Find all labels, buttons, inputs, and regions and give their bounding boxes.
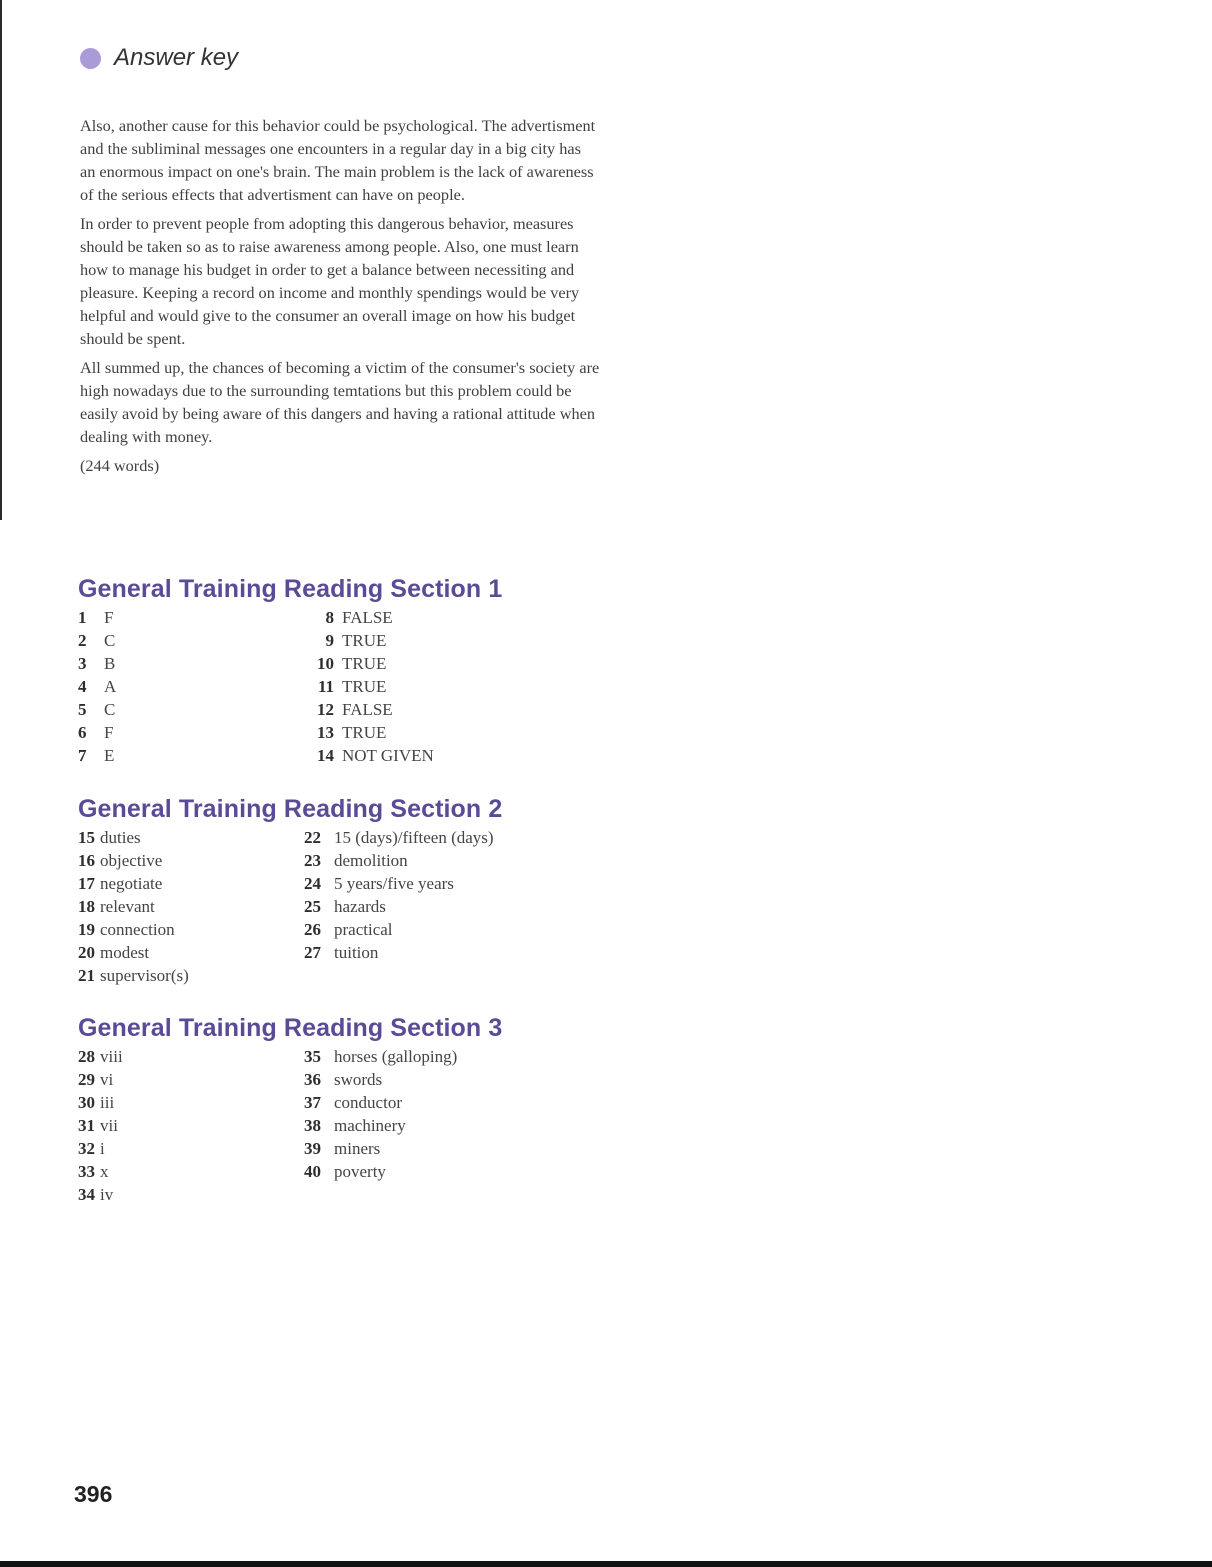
answer-column-left xyxy=(78,1045,123,1206)
answer-value: TRUE xyxy=(342,723,387,742)
answer-value: iv xyxy=(100,1185,114,1204)
question-number: 40 xyxy=(304,1162,321,1181)
answer-value: supervisor(s) xyxy=(100,966,189,985)
answer-value: x xyxy=(100,1162,109,1181)
question-number: 38 xyxy=(304,1116,321,1135)
answer-value: NOT GIVEN xyxy=(342,746,434,765)
answer-value: duties xyxy=(100,828,141,847)
question-number: 19 xyxy=(78,920,95,939)
answer-column-right xyxy=(304,1045,457,1183)
answer-item xyxy=(78,744,116,767)
answer-section-2 xyxy=(78,794,638,985)
bottom-edge-rule xyxy=(0,1561,1212,1567)
essay-paragraph: All summed up, the chances of becoming a victim of the consumer's society are high nowadays due to the surrounding temtations but this problem could be easily avoid by being aware of this dangers and having a rational attitude when dealing with money. xyxy=(80,358,600,446)
question-number: 31 xyxy=(78,1116,95,1135)
answer-value: machinery xyxy=(334,1116,406,1135)
answer-value: negotiate xyxy=(100,874,163,893)
answer-item xyxy=(78,1091,123,1114)
answer-item xyxy=(78,1114,123,1137)
answer-item xyxy=(78,606,116,629)
question-number: 33 xyxy=(78,1162,95,1181)
answer-item xyxy=(78,721,116,744)
answer-item xyxy=(304,1068,457,1091)
section-title: General Training Reading Section 2 xyxy=(78,795,503,823)
question-number: 17 xyxy=(78,874,95,893)
page-header xyxy=(80,44,238,72)
question-number: 29 xyxy=(78,1070,95,1089)
answer-item xyxy=(78,1160,123,1183)
answer-column-left xyxy=(78,606,116,767)
answer-value: hazards xyxy=(334,897,386,916)
answer-item xyxy=(78,698,116,721)
answer-item xyxy=(304,918,494,941)
answer-value: C xyxy=(104,700,116,719)
question-number: 6 xyxy=(78,723,87,742)
section-title: General Training Reading Section 3 xyxy=(78,1014,503,1042)
answer-item xyxy=(78,1183,123,1206)
answer-value: vii xyxy=(100,1116,118,1135)
question-number: 34 xyxy=(78,1185,95,1204)
question-number: 35 xyxy=(304,1047,321,1066)
essay-text xyxy=(80,114,600,483)
question-number: 13 xyxy=(317,723,334,742)
answer-item xyxy=(78,1068,123,1091)
answer-value: horses (galloping) xyxy=(334,1047,458,1066)
answer-value: relevant xyxy=(100,897,155,916)
answer-item xyxy=(304,744,434,767)
question-number: 9 xyxy=(325,631,334,650)
answer-value: practical xyxy=(334,920,393,939)
question-number: 18 xyxy=(78,897,95,916)
question-number: 26 xyxy=(304,920,321,939)
question-number: 37 xyxy=(304,1093,321,1112)
question-number: 10 xyxy=(317,654,334,673)
question-number: 21 xyxy=(78,966,95,985)
answer-item xyxy=(78,849,189,872)
question-number: 39 xyxy=(304,1139,321,1158)
question-number: 1 xyxy=(78,608,87,627)
answer-value: tuition xyxy=(334,943,379,962)
question-number: 11 xyxy=(317,677,334,696)
answer-item xyxy=(304,721,434,744)
answer-section-3 xyxy=(78,1013,638,1204)
answer-item xyxy=(304,606,434,629)
answer-value: B xyxy=(104,654,116,673)
answer-item xyxy=(304,1114,457,1137)
answer-item xyxy=(78,895,189,918)
answer-value: TRUE xyxy=(342,654,387,673)
answer-value: TRUE xyxy=(342,677,387,696)
answer-item xyxy=(304,629,434,652)
question-number: 7 xyxy=(78,746,87,765)
answer-value: 5 years/five years xyxy=(334,874,454,893)
answer-value: F xyxy=(104,608,114,627)
answer-item xyxy=(304,675,434,698)
answer-value: FALSE xyxy=(342,700,393,719)
answer-value: conductor xyxy=(334,1093,402,1112)
question-number: 16 xyxy=(78,851,95,870)
answer-item xyxy=(304,652,434,675)
question-number: 28 xyxy=(78,1047,95,1066)
answer-item xyxy=(78,629,116,652)
answer-value: 15 (days)/fifteen (days) xyxy=(334,828,494,847)
question-number: 36 xyxy=(304,1070,321,1089)
answer-item xyxy=(78,652,116,675)
essay-paragraph: In order to prevent people from adopting this dangerous behavior, measures should be taken so as to raise awareness among people. Also, one must learn how to manage his budget in order to get a balance between necessiting and pleasure. Keeping a record on income and monthly spendings would be very helpful and would give to the consumer an overall image on how his budget should be spent. xyxy=(80,214,580,348)
question-number: 4 xyxy=(78,677,87,696)
answer-value: A xyxy=(104,677,117,696)
answer-item xyxy=(78,964,189,987)
question-number: 30 xyxy=(78,1093,95,1112)
question-number: 2 xyxy=(78,631,87,650)
answer-item xyxy=(304,1160,457,1183)
answer-value: vi xyxy=(100,1070,114,1089)
question-number: 12 xyxy=(317,700,334,719)
question-number: 22 xyxy=(304,828,321,847)
answer-item xyxy=(304,1045,457,1068)
answer-value: F xyxy=(104,723,114,742)
answer-value: demolition xyxy=(334,851,408,870)
running-title: Answer key xyxy=(114,44,239,71)
answer-item xyxy=(78,826,189,849)
word-count: (244 words) xyxy=(80,456,160,475)
answer-item xyxy=(78,918,189,941)
answer-item xyxy=(304,698,434,721)
answer-item xyxy=(304,941,494,964)
answer-item xyxy=(304,826,494,849)
answer-value: TRUE xyxy=(342,631,387,650)
question-number: 15 xyxy=(78,828,95,847)
section-title: General Training Reading Section 1 xyxy=(78,575,503,603)
answer-value: i xyxy=(100,1139,105,1158)
answer-value: objective xyxy=(100,851,163,870)
answer-item xyxy=(304,872,494,895)
question-number: 25 xyxy=(304,897,321,916)
answer-column-right xyxy=(304,826,494,964)
question-number: 24 xyxy=(304,874,321,893)
question-number: 32 xyxy=(78,1139,95,1158)
essay-paragraph: Also, another cause for this behavior could be psychological. The advertisment and the subliminal messages one encounters in a regular day in a big city has an enormous impact on one's brain. The main problem is the lack of awareness of the serious effects that advertisment can have on people. xyxy=(80,116,596,204)
question-number: 23 xyxy=(304,851,321,870)
answer-column-left xyxy=(78,826,189,987)
question-number: 8 xyxy=(325,608,334,627)
answer-item xyxy=(304,895,494,918)
question-number: 3 xyxy=(78,654,87,673)
answer-item xyxy=(304,1137,457,1160)
question-number: 5 xyxy=(78,700,87,719)
question-number: 27 xyxy=(304,943,321,962)
answer-item xyxy=(78,941,189,964)
answer-value: connection xyxy=(100,920,175,939)
answer-section-1 xyxy=(78,574,638,765)
answer-value: viii xyxy=(100,1047,123,1066)
bullet-dot-icon xyxy=(80,48,101,69)
answer-value: poverty xyxy=(334,1162,386,1181)
answer-item xyxy=(78,1137,123,1160)
answer-item xyxy=(78,1045,123,1068)
answer-value: modest xyxy=(100,943,150,962)
answer-value: C xyxy=(104,631,116,650)
answer-item xyxy=(78,675,116,698)
answer-value: E xyxy=(104,746,115,765)
answer-item xyxy=(78,872,189,895)
question-number: 14 xyxy=(317,746,334,765)
answer-item xyxy=(304,849,494,872)
answer-value: swords xyxy=(334,1070,383,1089)
answer-value: iii xyxy=(100,1093,115,1112)
question-number: 20 xyxy=(78,943,95,962)
left-margin-rule xyxy=(0,0,2,520)
answer-value: miners xyxy=(334,1139,381,1158)
page-number: 396 xyxy=(74,1481,113,1507)
answer-item xyxy=(304,1091,457,1114)
answer-column-right xyxy=(304,606,434,767)
answer-value: FALSE xyxy=(342,608,393,627)
